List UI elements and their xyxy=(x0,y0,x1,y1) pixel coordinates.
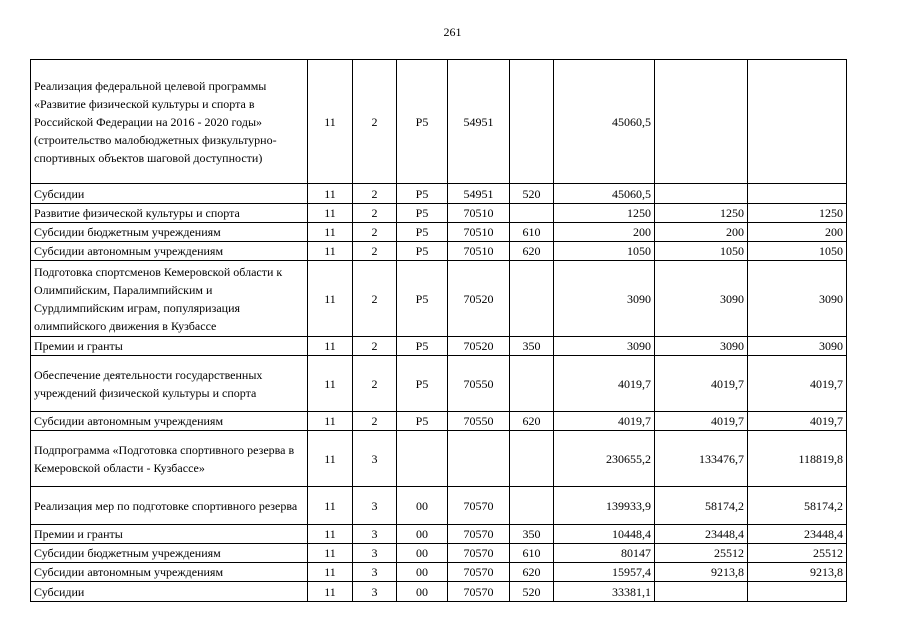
cell-section: 11 xyxy=(308,60,353,184)
cell-year1-amount: 15957,4 xyxy=(554,563,655,582)
cell-expense-type xyxy=(510,487,554,525)
cell-subsection: 2 xyxy=(353,412,397,431)
row-name: Субсидии бюджетным учреждениям xyxy=(31,223,308,242)
row-name: Развитие физической культуры и спорта xyxy=(31,204,308,223)
cell-year1-amount: 33381,1 xyxy=(554,582,655,602)
row-name: Субсидии бюджетным учреждениям xyxy=(31,544,308,563)
cell-direction-code: 70570 xyxy=(448,582,510,602)
row-name: Реализация федеральной целевой программы «Развитие физической культуры и спорта в Российской Федерации на 2016 - 2020 годы» (строительство малобюджетных физкультурно-спортивных объектов шаговой доступности) xyxy=(31,60,308,184)
cell-year3-amount xyxy=(748,184,847,204)
cell-year1-amount: 1050 xyxy=(554,242,655,261)
cell-year2-amount xyxy=(655,184,748,204)
cell-year2-amount: 200 xyxy=(655,223,748,242)
table-row xyxy=(31,431,847,487)
cell-direction-code: 70570 xyxy=(448,563,510,582)
cell-direction-code: 70570 xyxy=(448,525,510,544)
table-row xyxy=(31,563,847,582)
cell-year2-amount: 23448,4 xyxy=(655,525,748,544)
cell-year3-amount: 1250 xyxy=(748,204,847,223)
cell-year3-amount: 23448,4 xyxy=(748,525,847,544)
cell-year3-amount: 9213,8 xyxy=(748,563,847,582)
cell-program-code: P5 xyxy=(397,204,448,223)
cell-subsection: 3 xyxy=(353,487,397,525)
cell-section: 11 xyxy=(308,525,353,544)
cell-year2-amount: 1050 xyxy=(655,242,748,261)
cell-section: 11 xyxy=(308,582,353,602)
cell-direction-code: 70520 xyxy=(448,337,510,356)
row-name: Реализация мер по подготовке спортивного резерва xyxy=(31,487,308,525)
cell-year1-amount: 230655,2 xyxy=(554,431,655,487)
cell-direction-code: 70510 xyxy=(448,242,510,261)
cell-section: 11 xyxy=(308,204,353,223)
cell-year2-amount: 133476,7 xyxy=(655,431,748,487)
cell-year1-amount: 139933,9 xyxy=(554,487,655,525)
cell-year3-amount xyxy=(748,582,847,602)
cell-year1-amount: 4019,7 xyxy=(554,356,655,412)
cell-year3-amount: 200 xyxy=(748,223,847,242)
cell-expense-type xyxy=(510,261,554,337)
cell-program-code: P5 xyxy=(397,184,448,204)
table-row xyxy=(31,337,847,356)
table-row xyxy=(31,223,847,242)
cell-year2-amount xyxy=(655,60,748,184)
cell-expense-type xyxy=(510,204,554,223)
cell-year2-amount: 1250 xyxy=(655,204,748,223)
table-row xyxy=(31,60,847,184)
cell-section: 11 xyxy=(308,184,353,204)
cell-year2-amount: 58174,2 xyxy=(655,487,748,525)
cell-subsection: 3 xyxy=(353,525,397,544)
cell-section: 11 xyxy=(308,412,353,431)
cell-year3-amount: 4019,7 xyxy=(748,412,847,431)
cell-expense-type: 350 xyxy=(510,337,554,356)
cell-section: 11 xyxy=(308,544,353,563)
cell-year2-amount xyxy=(655,582,748,602)
cell-year1-amount: 80147 xyxy=(554,544,655,563)
cell-program-code: P5 xyxy=(397,337,448,356)
cell-program-code: 00 xyxy=(397,487,448,525)
cell-section: 11 xyxy=(308,337,353,356)
cell-subsection: 2 xyxy=(353,337,397,356)
cell-subsection: 2 xyxy=(353,60,397,184)
table-row xyxy=(31,525,847,544)
cell-subsection: 2 xyxy=(353,356,397,412)
table-row xyxy=(31,544,847,563)
cell-direction-code xyxy=(448,431,510,487)
cell-section: 11 xyxy=(308,431,353,487)
cell-year3-amount: 58174,2 xyxy=(748,487,847,525)
cell-program-code xyxy=(397,431,448,487)
cell-year1-amount: 1250 xyxy=(554,204,655,223)
cell-year3-amount: 25512 xyxy=(748,544,847,563)
cell-section: 11 xyxy=(308,223,353,242)
row-name: Субсидии xyxy=(31,184,308,204)
table-row xyxy=(31,184,847,204)
budget-table xyxy=(30,59,847,602)
cell-program-code: P5 xyxy=(397,261,448,337)
cell-program-code: 00 xyxy=(397,563,448,582)
cell-subsection: 2 xyxy=(353,242,397,261)
table-row xyxy=(31,412,847,431)
cell-expense-type: 350 xyxy=(510,525,554,544)
cell-subsection: 2 xyxy=(353,204,397,223)
cell-year1-amount: 3090 xyxy=(554,261,655,337)
cell-direction-code: 70550 xyxy=(448,412,510,431)
cell-expense-type: 620 xyxy=(510,563,554,582)
row-name: Субсидии автономным учреждениям xyxy=(31,563,308,582)
row-name: Субсидии автономным учреждениям xyxy=(31,242,308,261)
cell-direction-code: 70550 xyxy=(448,356,510,412)
cell-direction-code: 54951 xyxy=(448,184,510,204)
cell-year2-amount: 4019,7 xyxy=(655,356,748,412)
cell-direction-code: 70510 xyxy=(448,204,510,223)
table-row xyxy=(31,204,847,223)
cell-expense-type xyxy=(510,356,554,412)
cell-subsection: 2 xyxy=(353,223,397,242)
cell-year1-amount: 200 xyxy=(554,223,655,242)
cell-direction-code: 70510 xyxy=(448,223,510,242)
cell-expense-type: 610 xyxy=(510,544,554,563)
cell-expense-type: 620 xyxy=(510,242,554,261)
cell-program-code: 00 xyxy=(397,582,448,602)
cell-year3-amount: 1050 xyxy=(748,242,847,261)
cell-program-code: 00 xyxy=(397,525,448,544)
cell-year3-amount: 4019,7 xyxy=(748,356,847,412)
cell-section: 11 xyxy=(308,487,353,525)
cell-program-code: P5 xyxy=(397,60,448,184)
cell-year1-amount: 45060,5 xyxy=(554,184,655,204)
cell-direction-code: 70520 xyxy=(448,261,510,337)
cell-year2-amount: 9213,8 xyxy=(655,563,748,582)
cell-year1-amount: 45060,5 xyxy=(554,60,655,184)
cell-year2-amount: 3090 xyxy=(655,337,748,356)
cell-expense-type: 520 xyxy=(510,184,554,204)
cell-direction-code: 70570 xyxy=(448,544,510,563)
cell-year1-amount: 10448,4 xyxy=(554,525,655,544)
cell-program-code: P5 xyxy=(397,242,448,261)
table-row xyxy=(31,261,847,337)
cell-year3-amount: 118819,8 xyxy=(748,431,847,487)
cell-program-code: P5 xyxy=(397,356,448,412)
table-row xyxy=(31,582,847,602)
table-row xyxy=(31,487,847,525)
cell-section: 11 xyxy=(308,242,353,261)
cell-program-code: P5 xyxy=(397,412,448,431)
cell-expense-type xyxy=(510,431,554,487)
cell-subsection: 3 xyxy=(353,563,397,582)
row-name: Обеспечение деятельности государственных учреждений физической культуры и спорта xyxy=(31,356,308,412)
page-number: 261 xyxy=(443,25,462,39)
cell-year2-amount: 25512 xyxy=(655,544,748,563)
cell-year3-amount: 3090 xyxy=(748,337,847,356)
row-name: Подготовка спортсменов Кемеровской области к Олимпийским, Паралимпийским и Сурдлимпийским играм, популяризация олимпийского движения в Кузбассе xyxy=(31,261,308,337)
cell-year2-amount: 4019,7 xyxy=(655,412,748,431)
cell-expense-type: 620 xyxy=(510,412,554,431)
cell-program-code: 00 xyxy=(397,544,448,563)
cell-section: 11 xyxy=(308,261,353,337)
cell-direction-code: 70570 xyxy=(448,487,510,525)
cell-expense-type: 520 xyxy=(510,582,554,602)
cell-program-code: P5 xyxy=(397,223,448,242)
cell-subsection: 3 xyxy=(353,544,397,563)
cell-subsection: 2 xyxy=(353,184,397,204)
cell-direction-code: 54951 xyxy=(448,60,510,184)
cell-year1-amount: 4019,7 xyxy=(554,412,655,431)
row-name: Подпрограмма «Подготовка спортивного резерва в Кемеровской области - Кузбассе» xyxy=(31,431,308,487)
table-row xyxy=(31,242,847,261)
cell-section: 11 xyxy=(308,563,353,582)
cell-section: 11 xyxy=(308,356,353,412)
row-name: Премии и гранты xyxy=(31,337,308,356)
cell-subsection: 3 xyxy=(353,582,397,602)
row-name: Премии и гранты xyxy=(31,525,308,544)
row-name: Субсидии xyxy=(31,582,308,602)
cell-year2-amount: 3090 xyxy=(655,261,748,337)
cell-subsection: 2 xyxy=(353,261,397,337)
cell-subsection: 3 xyxy=(353,431,397,487)
row-name: Субсидии автономным учреждениям xyxy=(31,412,308,431)
cell-year3-amount xyxy=(748,60,847,184)
cell-year3-amount: 3090 xyxy=(748,261,847,337)
table-row xyxy=(31,356,847,412)
cell-expense-type: 610 xyxy=(510,223,554,242)
cell-expense-type xyxy=(510,60,554,184)
cell-year1-amount: 3090 xyxy=(554,337,655,356)
